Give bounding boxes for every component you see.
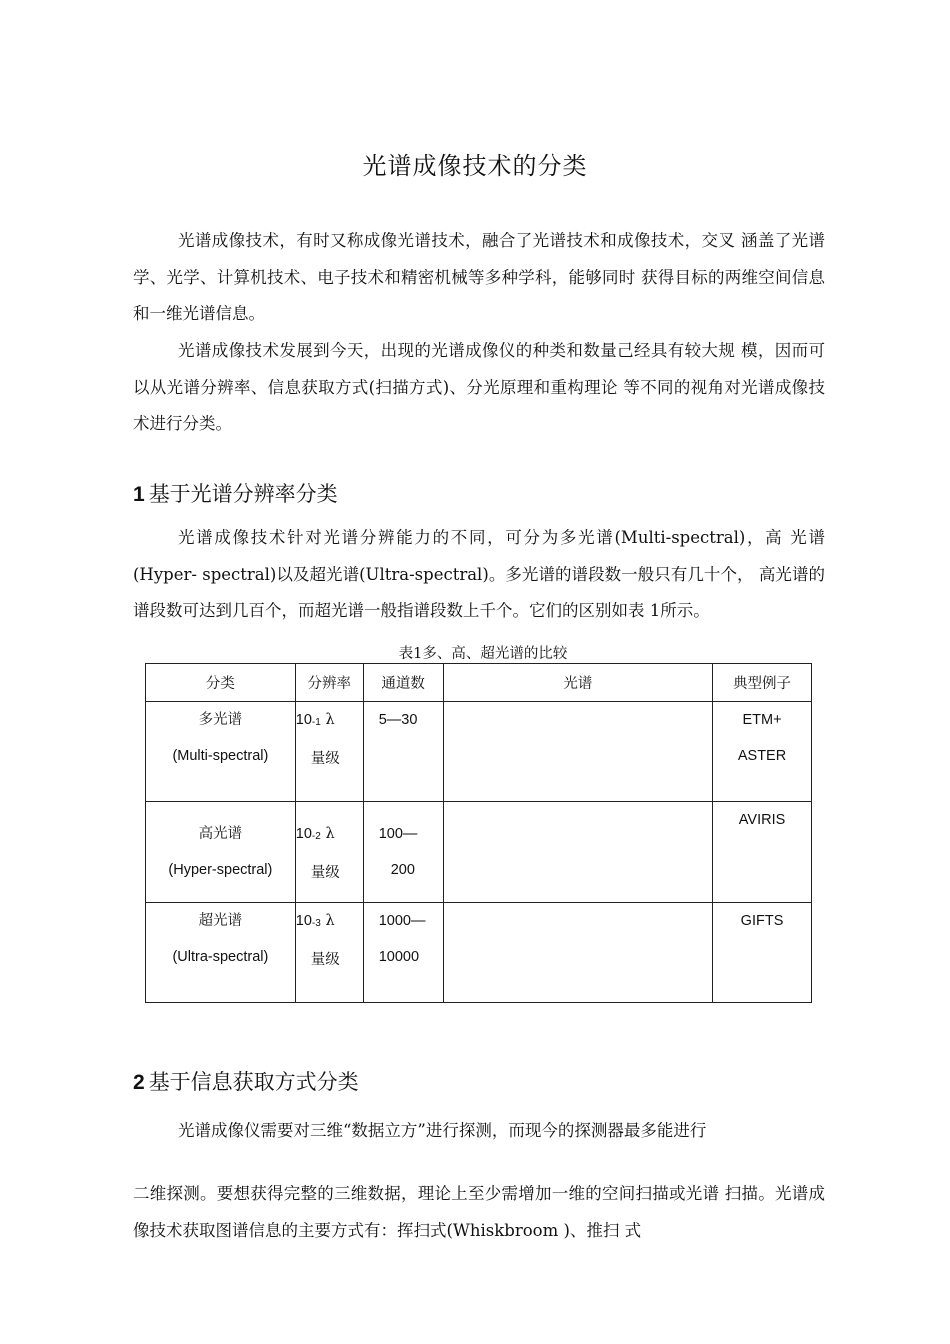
intro-paragraph-1: 光谱成像技术，有时又称成像光谱技术，融合了光谱技术和成像技术，交叉 涵盖了光谱学、光学、计算机技术、电子技术和精密机械等多种学科，能够同时 获得目标的两维空间信息和一维光谱信息。: [133, 231, 825, 323]
spectrum-cell: [443, 802, 712, 903]
resolution-unit: 量级: [310, 751, 340, 767]
section-1-paragraph: 光谱成像技术针对光谱分辨能力的不同，可分为多光谱(Multi-spectral)，高 光谱(Hyper- spectral)以及超光谱(Ultra-spectral)。多光谱的谱段数一般只有几十个， 高光谱的谱段数可达到几百个，而超光谱一般指谱段数上千个。它们的区别如表 1所示。: [133, 528, 825, 620]
section-2-paragraph: 二维探测。要想获得完整的三维数据，理论上至少需增加一维的空间扫描或光谱 扫描。光谱成像技术获取图谱信息的主要方式有：挥扫式(Whiskbroom )、推扫 式: [133, 1184, 825, 1240]
table-row: [146, 903, 812, 1003]
channels-cell: [363, 903, 443, 1003]
examples-cell: [713, 802, 812, 903]
resolution-symbol: λ: [325, 826, 335, 842]
resolution-exponent: -2: [311, 831, 321, 842]
resolution-base: 10: [295, 826, 312, 842]
example-1: AVIRIS: [738, 812, 786, 828]
header-channels: 通道数: [363, 664, 443, 702]
table-row: [146, 702, 812, 802]
table-header-row: [146, 664, 812, 702]
comparison-table: [145, 663, 812, 1003]
category-name-en: (Hyper-spectral): [168, 862, 273, 878]
header-category: 分类: [146, 664, 296, 702]
category-name-en: (Multi-spectral): [172, 748, 269, 764]
spectrum-cell: [443, 702, 712, 802]
resolution-exponent: -1: [311, 717, 321, 728]
section-2-first-line: 光谱成像仪需要对三维“数据立方”进行探测，而现今的探测器最多能进行: [178, 1121, 707, 1140]
example-1: ETM+: [742, 712, 782, 728]
section-2-title: 基于信息获取方式分类: [148, 1070, 359, 1094]
resolution-base: 10: [295, 913, 312, 929]
channels-cell: [363, 702, 443, 802]
example-1: GIFTS: [740, 913, 784, 929]
resolution-unit: 量级: [310, 952, 340, 968]
resolution-base: 10: [295, 712, 312, 728]
category-name: 高光谱: [198, 826, 243, 842]
examples-cell: [713, 702, 812, 802]
header-resolution: 分辨率: [295, 664, 363, 702]
channels-cell: [363, 802, 443, 903]
section-2-heading: [133, 1066, 359, 1096]
category-name: 多光谱: [198, 712, 243, 728]
header-spectrum: 光谱: [443, 664, 712, 702]
header-examples: 典型例子: [713, 664, 812, 702]
channels-line-1: 5—30: [378, 712, 418, 728]
category-name-en: (Ultra-spectral): [172, 949, 269, 965]
category-cell: [146, 903, 296, 1003]
example-2: ASTER: [737, 748, 787, 764]
document-title: 光谱成像技术的分类: [362, 152, 588, 180]
resolution-cell: [295, 702, 363, 802]
resolution-symbol: λ: [325, 913, 335, 929]
resolution-exponent: -3: [311, 918, 321, 929]
channels-line-2: 200: [390, 862, 415, 878]
channels-line-1: 100—: [378, 826, 418, 842]
category-name: 超光谱: [198, 913, 243, 929]
section-1-title: 基于光谱分辨率分类: [148, 482, 338, 506]
resolution-cell: [295, 802, 363, 903]
category-cell: [146, 802, 296, 903]
examples-cell: [713, 903, 812, 1003]
channels-line-1: 1000—: [378, 913, 426, 929]
resolution-symbol: λ: [325, 712, 335, 728]
section-1-number: 1: [133, 483, 145, 506]
spectrum-cell: [443, 903, 712, 1003]
resolution-cell: [295, 903, 363, 1003]
section-1-heading: [133, 478, 338, 508]
resolution-unit: 量级: [310, 865, 340, 881]
table-caption: 表1多、高、超光谱的比较: [398, 646, 568, 662]
section-2-number: 2: [133, 1071, 145, 1094]
channels-line-2: 10000: [378, 949, 420, 965]
table-row: [146, 802, 812, 903]
intro-paragraph-2: 光谱成像技术发展到今天，出现的光谱成像仪的种类和数量己经具有较大规 模，因而可以从光谱分辨率、信息获取方式(扫描方式)、分光原理和重构理论 等不同的视角对光谱成像技术进行分类。: [133, 341, 825, 433]
category-cell: [146, 702, 296, 802]
